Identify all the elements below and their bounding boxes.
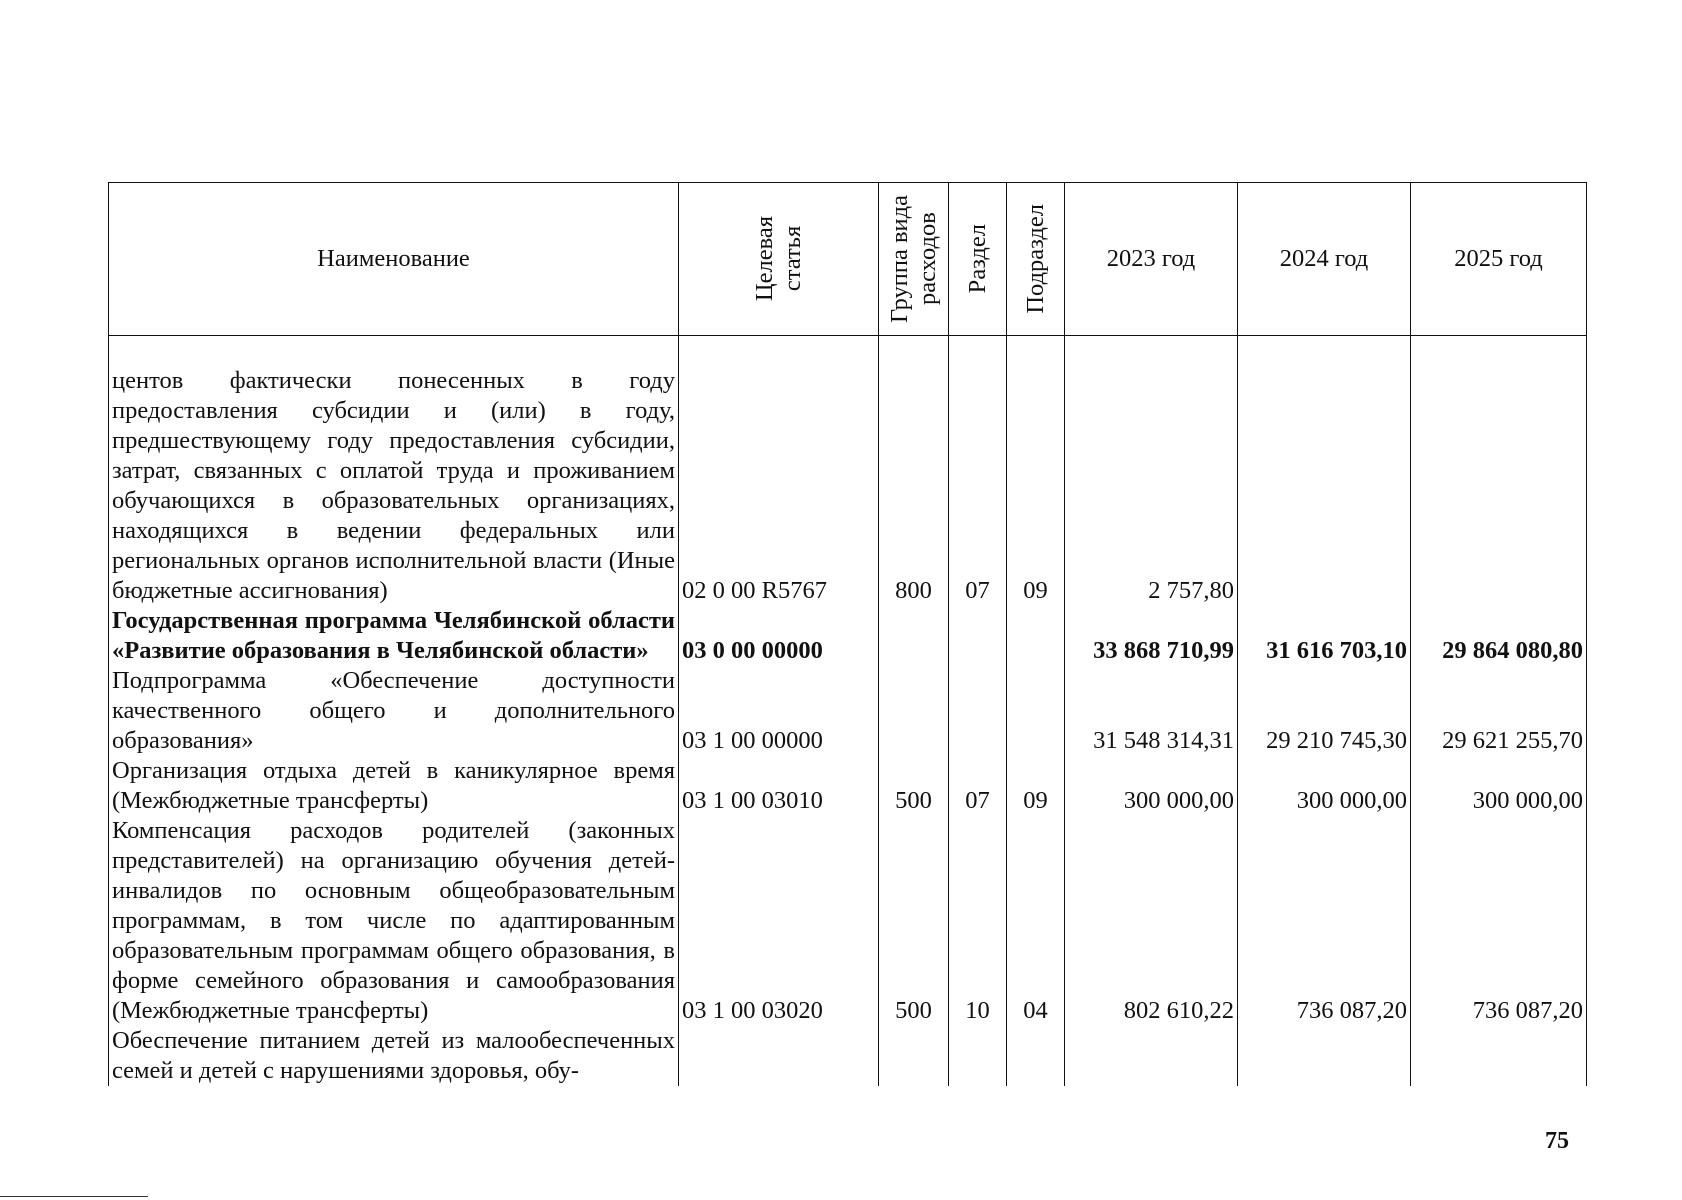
row-section: 07 [949,756,1007,816]
row-subsection [1007,606,1065,666]
row-2023: 31 548 314,31 [1065,666,1238,756]
row-2023 [1065,1026,1238,1086]
row-section [949,606,1007,666]
row-subsection: 09 [1007,756,1065,816]
row-group: 500 [879,756,949,816]
page-number: 75 [1545,1128,1569,1154]
row-2025: 736 087,20 [1411,816,1587,1026]
row-code: 02 0 00 R5767 [679,366,879,606]
row-name: центов фактически понесенных в году предоставления субсидии и (или) в году, предшествующему году предоставления субсидии, затрат, связанных с оплатой труда и проживанием обучающихся в образовательных организациях, находящихся в ведении федеральных или региональных органов исполнительной власти (Иные бюджетные ассигнования) [109,366,679,606]
header-year-2025: 2025 год [1411,183,1587,336]
spacer-row [109,336,1587,367]
footnote-divider [0,1196,148,1197]
budget-table [108,182,1587,1086]
header-expense-group: Группа вида расходов [879,183,949,336]
header-target-article: Целевая статья [679,183,879,336]
row-2023: 33 868 710,99 [1065,606,1238,666]
row-2025: 29 621 255,70 [1411,666,1587,756]
row-code: 03 1 00 03020 [679,816,879,1026]
header-year-2023: 2023 год [1065,183,1238,336]
row-name: Организация отдыха детей в каникулярное время (Межбюджетные трансферты) [109,756,679,816]
row-code [679,1026,879,1086]
table-row [109,816,1587,1026]
row-2023: 2 757,80 [1065,366,1238,606]
row-name: Обеспечение питанием детей из малообеспеченных семей и детей с нарушениями здоровья, обу- [109,1026,679,1086]
row-section [949,1026,1007,1086]
table-header-row [109,183,1587,336]
row-2025 [1411,1026,1587,1086]
row-2025 [1411,366,1587,606]
table-row [109,606,1587,666]
table-row [109,366,1587,606]
header-year-2024: 2024 год [1238,183,1411,336]
row-2024: 29 210 745,30 [1238,666,1411,756]
row-subsection [1007,1026,1065,1086]
row-name: Государственная программа Челябинской области «Развитие образования в Челябинской области» [109,606,679,666]
row-section: 07 [949,366,1007,606]
row-code: 03 1 00 00000 [679,666,879,756]
header-section: Раздел [949,183,1007,336]
row-subsection [1007,666,1065,756]
row-code: 03 1 00 03010 [679,756,879,816]
row-2024: 300 000,00 [1238,756,1411,816]
header-name: Наименование [109,183,679,336]
row-section [949,666,1007,756]
row-group [879,666,949,756]
row-2025: 300 000,00 [1411,756,1587,816]
row-name: Компенсация расходов родителей (законных представителей) на организацию обучения детей-инвалидов по основным общеобразовательным программам, в том числе по адаптированным образовательным программам общего образования, в форме семейного образования и самообразования (Межбюджетные трансферты) [109,816,679,1026]
row-2023: 802 610,22 [1065,816,1238,1026]
row-2023: 300 000,00 [1065,756,1238,816]
row-group: 800 [879,366,949,606]
row-2024 [1238,366,1411,606]
row-subsection: 09 [1007,366,1065,606]
header-subsection: Подраздел [1007,183,1065,336]
row-group [879,1026,949,1086]
table-row [109,756,1587,816]
table-row [109,666,1587,756]
row-group [879,606,949,666]
row-2024 [1238,1026,1411,1086]
row-section: 10 [949,816,1007,1026]
row-subsection: 04 [1007,816,1065,1026]
row-2024: 31 616 703,10 [1238,606,1411,666]
row-code: 03 0 00 00000 [679,606,879,666]
row-group: 500 [879,816,949,1026]
table-row [109,1026,1587,1086]
row-2024: 736 087,20 [1238,816,1411,1026]
row-name: Подпрограмма «Обеспечение доступности качественного общего и дополнительного образования» [109,666,679,756]
row-2025: 29 864 080,80 [1411,606,1587,666]
